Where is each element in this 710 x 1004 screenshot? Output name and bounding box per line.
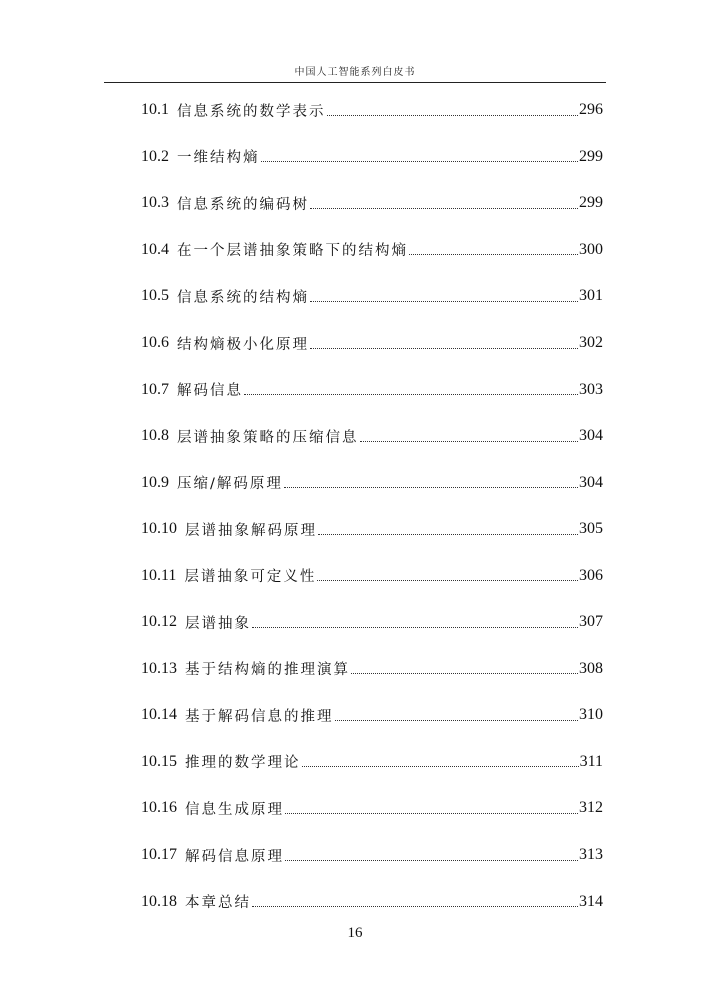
toc-dot-leader	[285, 860, 578, 861]
toc-entry[interactable]	[141, 552, 603, 599]
toc-entry-number: 10.7	[141, 380, 169, 398]
toc-entry-title: 结构熵极小化原理	[177, 336, 309, 353]
toc-entry-title: 信息系统的数学表示	[177, 103, 326, 120]
toc-dot-leader	[252, 627, 578, 628]
toc-entry-page: 308	[579, 659, 603, 677]
toc-entry-title: 层谱抽象策略的压缩信息	[177, 429, 359, 446]
toc-dot-leader	[318, 534, 578, 535]
toc-dot-leader	[335, 720, 579, 721]
toc-entry-page: 302	[579, 334, 603, 351]
toc-entry-page: 310	[579, 706, 603, 724]
toc-dot-leader	[244, 394, 578, 395]
toc-entry[interactable]	[141, 273, 603, 320]
toc-entry-number: 10.10	[141, 520, 177, 538]
table-of-contents	[141, 87, 603, 925]
toc-entry-number: 10.12	[141, 613, 177, 631]
toc-dot-leader	[310, 348, 578, 349]
toc-entry-page: 313	[579, 846, 603, 864]
toc-dot-leader	[302, 766, 579, 767]
toc-entry-title: 本章总结	[185, 895, 251, 912]
toc-entry-number: 10.11	[141, 566, 177, 584]
toc-entry-number: 10.17	[141, 846, 177, 864]
toc-entry[interactable]	[141, 180, 603, 227]
toc-entry-page: 296	[579, 101, 603, 119]
toc-dot-leader	[261, 161, 579, 162]
toc-entry-page: 301	[579, 287, 603, 305]
toc-entry-title: 解码信息	[177, 383, 243, 400]
toc-entry-page: 314	[579, 892, 603, 910]
toc-entry[interactable]	[141, 134, 603, 181]
toc-entry-number: 10.6	[141, 334, 169, 351]
toc-entry[interactable]	[141, 506, 603, 553]
toc-entry-number: 10.9	[141, 473, 169, 491]
toc-entry-title: 信息系统的编码树	[177, 196, 309, 213]
toc-entry-number: 10.8	[141, 427, 169, 445]
toc-entry-title: 层谱抽象	[185, 615, 251, 632]
toc-entry[interactable]	[141, 87, 603, 134]
toc-entry-title: 信息生成原理	[185, 801, 284, 818]
toc-entry-page: 304	[579, 427, 603, 445]
toc-dot-leader	[351, 673, 578, 674]
header-title: 中国人工智能系列白皮书	[294, 67, 416, 78]
toc-entry-page: 304	[579, 473, 603, 491]
toc-entry-page: 299	[579, 147, 603, 165]
toc-entry-number: 10.14	[141, 706, 177, 724]
toc-entry-number: 10.1	[141, 101, 169, 119]
toc-dot-leader	[310, 301, 578, 302]
toc-entry[interactable]	[141, 413, 603, 460]
toc-dot-leader	[360, 441, 579, 442]
toc-entry-number: 10.16	[141, 799, 177, 817]
toc-entry[interactable]	[141, 320, 603, 367]
toc-entry-title: 解码信息原理	[185, 848, 284, 865]
toc-dot-leader	[317, 580, 578, 581]
toc-entry[interactable]	[141, 227, 603, 274]
toc-entry-title: 在一个层谱抽象策略下的结构熵	[177, 243, 408, 260]
toc-entry[interactable]	[141, 739, 603, 786]
toc-dot-leader	[252, 906, 578, 907]
toc-dot-leader	[327, 115, 579, 116]
toc-entry[interactable]	[141, 785, 603, 832]
running-header	[104, 60, 606, 83]
toc-entry-number: 10.15	[141, 752, 177, 770]
toc-entry-number: 10.18	[141, 892, 177, 910]
toc-entry-number: 10.13	[141, 659, 177, 677]
toc-entry-title: 基于解码信息的推理	[185, 708, 334, 725]
toc-entry-title: 压缩/解码原理	[177, 476, 283, 493]
toc-entry-page: 306	[579, 566, 603, 584]
toc-entry-page: 303	[579, 380, 603, 398]
toc-dot-leader	[285, 813, 578, 814]
toc-entry[interactable]	[141, 599, 603, 646]
toc-dot-leader	[409, 254, 578, 255]
toc-dot-leader	[284, 487, 578, 488]
toc-entry[interactable]	[141, 832, 603, 879]
toc-entry-page: 300	[579, 240, 603, 258]
toc-entry-number: 10.2	[141, 147, 169, 165]
toc-entry[interactable]	[141, 459, 603, 506]
toc-entry-title: 一维结构熵	[177, 150, 260, 167]
toc-entry-number: 10.3	[141, 194, 169, 212]
toc-entry[interactable]	[141, 692, 603, 739]
toc-entry-title: 层谱抽象可定义性	[184, 569, 317, 586]
toc-entry-title: 层谱抽象解码原理	[185, 522, 317, 539]
toc-dot-leader	[310, 208, 578, 209]
toc-entry-page: 307	[579, 613, 603, 631]
toc-entry-title: 基于结构熵的推理演算	[185, 662, 350, 679]
toc-entry[interactable]	[141, 878, 603, 925]
toc-entry[interactable]	[141, 366, 603, 413]
page-number: 16	[347, 925, 363, 941]
toc-entry-page: 305	[579, 520, 603, 538]
toc-entry-title: 推理的数学理论	[185, 755, 301, 772]
toc-entry-number: 10.4	[141, 240, 169, 258]
toc-entry-page: 311	[579, 752, 603, 770]
toc-entry-number: 10.5	[141, 287, 169, 305]
toc-entry-page: 312	[579, 799, 603, 817]
toc-entry-title: 信息系统的结构熵	[177, 289, 309, 306]
toc-entry[interactable]	[141, 646, 603, 693]
toc-entry-page: 299	[579, 194, 603, 212]
